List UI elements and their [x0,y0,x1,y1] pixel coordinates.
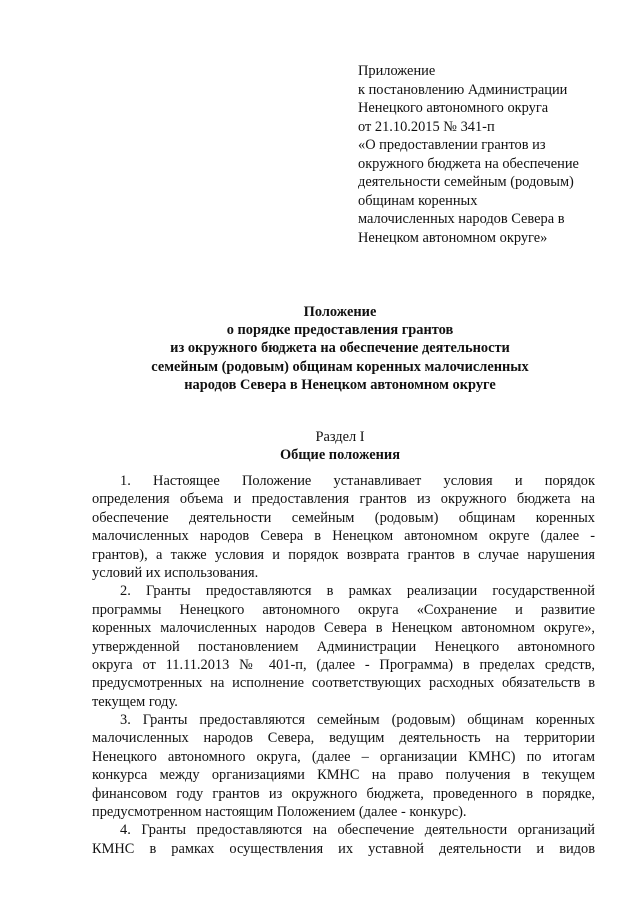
title-line: семейным (родовым) общинам коренных малочисленных [151,358,529,375]
paragraph-line: 1. Настоящее Положение устанавливает условия и порядок [120,473,595,489]
document-title [100,303,580,394]
title-line: из окружного бюджета на обеспечение деятельности [170,340,510,357]
appendix-line: общинам коренных [358,192,478,209]
paragraph-line: грантов), а также условия и порядок возврата грантов в случае нарушения [92,546,595,563]
appendix-line: Ненецкого автономного округа [358,100,549,116]
paragraph-line: 4. Гранты предоставляются на обеспечение деятельности организаций [120,822,595,839]
paragraph-line: программы Ненецкого автономного округа «Сохранение и развитие [92,601,595,618]
paragraph-line: Ненецкого автономного округа, (далее – организации КМНС) по итогам [92,748,595,765]
paragraph-line: 3. Гранты предоставляются семейным (родовым) общинам коренных [120,712,595,729]
title-line: народов Севера в Ненецком автономном округе [184,376,496,393]
appendix-line: к постановлению Администрации [358,81,568,98]
paragraph-line: финансовом году грантов из окружного бюджета, проведенного в порядке, [92,785,595,802]
appendix-line: малочисленных народов Севера в [358,211,565,227]
appendix-block [358,62,618,247]
appendix-line: Ненецком автономном округе» [358,229,548,246]
paragraph-line: малочисленных народов Севера, ведущим деятельность на территории [92,730,595,747]
section-number: Раздел I [315,429,365,445]
appendix-line: от 21.10.2015 № 341-п [358,118,495,135]
paragraph-line: малочисленных народов Севера в Ненецком автономном округе (далее - [92,528,595,545]
paragraph-line: округа от 11.11.2013 № 401-п, (далее - Программа) в пределах средств, [92,656,595,673]
appendix-line: деятельности семейным (родовым) [358,174,574,190]
appendix-line: Приложение [358,63,436,79]
paragraph-line: текущем году. [92,693,178,710]
document-body [92,472,595,858]
paragraph-line: определения объема и предоставления грантов из окружного бюджета на [92,491,595,508]
title-line: о порядке предоставления грантов [226,322,454,339]
section-title: Общие положения [279,447,401,463]
appendix-line: окружного бюджета на обеспечение [358,155,579,172]
paragraph-line: условий их использования. [92,564,259,581]
paragraph-line: конкурса между организациями КМНС на право получения в текущем [92,767,595,784]
title-line: Положение [303,304,377,320]
paragraph-line: утвержденной постановлением Администрации Ненецкого автономного [92,638,595,655]
paragraph-line: КМНС в рамках осуществления их уставной деятельности и видов [92,840,595,857]
appendix-line: «О предоставлении грантов из [358,137,546,153]
paragraph-line: коренных малочисленных народов Севера в Ненецком автономном округе», [92,620,595,637]
paragraph-line: предусмотренном настоящим Положением (далее - конкурс). [92,804,467,821]
paragraph-line: обеспечение деятельности семейным (родовым) общинам коренных [92,509,595,526]
paragraph-line: предусмотренных на исполнение соответствующих расходных обязательств в [92,675,595,692]
paragraph-line: 2. Гранты предоставляются в рамках реализации государственной [120,583,595,600]
